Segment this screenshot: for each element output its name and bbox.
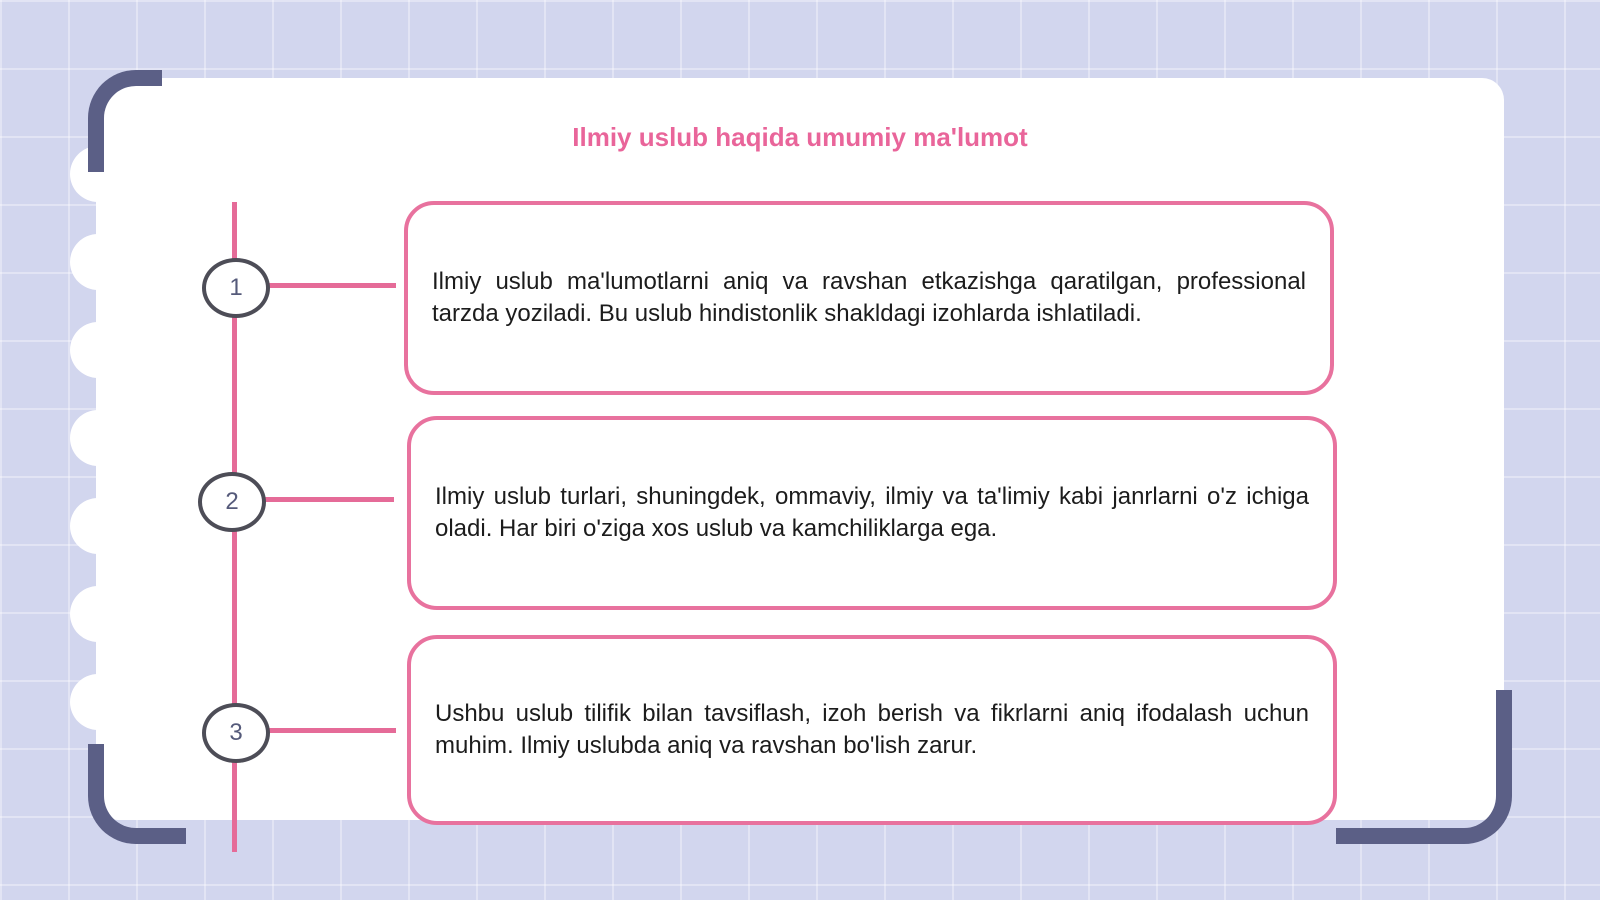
step-number-badge: [198, 472, 266, 532]
paper-scallop: [70, 498, 126, 554]
info-card-text: Ushbu uslub tilifik bilan tavsiflash, izoh berish va fikrlarni aniq ifodalash uchun muhim. Ilmiy uslubda aniq va ravshan bo'lish zarur.: [435, 700, 1309, 759]
step-number: 2: [225, 488, 239, 515]
timeline-connector: [262, 497, 394, 502]
frame-corner-bottom-right: [1336, 690, 1512, 844]
frame-corner-top-left: [88, 70, 162, 172]
step-number: 1: [229, 274, 243, 301]
info-card-text: Ilmiy uslub turlari, shuningdek, ommaviy, ilmiy va ta'limiy kabi janrlarni o'z ichiga oladi. Har biri o'ziga xos uslub va kamchiliklarga ega.: [435, 483, 1309, 542]
paper-scallop: [70, 410, 126, 466]
step-number: 3: [229, 719, 243, 746]
timeline-connector: [264, 728, 396, 733]
info-card: [407, 416, 1337, 610]
timeline-connector: [264, 283, 396, 288]
paper-scallop: [70, 322, 126, 378]
step-number-badge: [202, 703, 270, 763]
step-number-badge: [202, 258, 270, 318]
info-card-text: Ilmiy uslub ma'lumotlarni aniq va ravshan etkazishga qaratilgan, professional tarzda yoziladi. Bu uslub hindistonlik shakldagi izohlarda ishlatiladi.: [432, 268, 1306, 327]
paper-scallop: [70, 234, 126, 290]
slide-title: Ilmiy uslub haqida umumiy ma'lumot: [572, 122, 1028, 152]
paper-scallop: [70, 674, 126, 730]
info-card: [404, 201, 1334, 395]
paper-scallop: [70, 586, 126, 642]
info-card: [407, 635, 1337, 825]
frame-corner-bottom-left: [88, 744, 186, 844]
